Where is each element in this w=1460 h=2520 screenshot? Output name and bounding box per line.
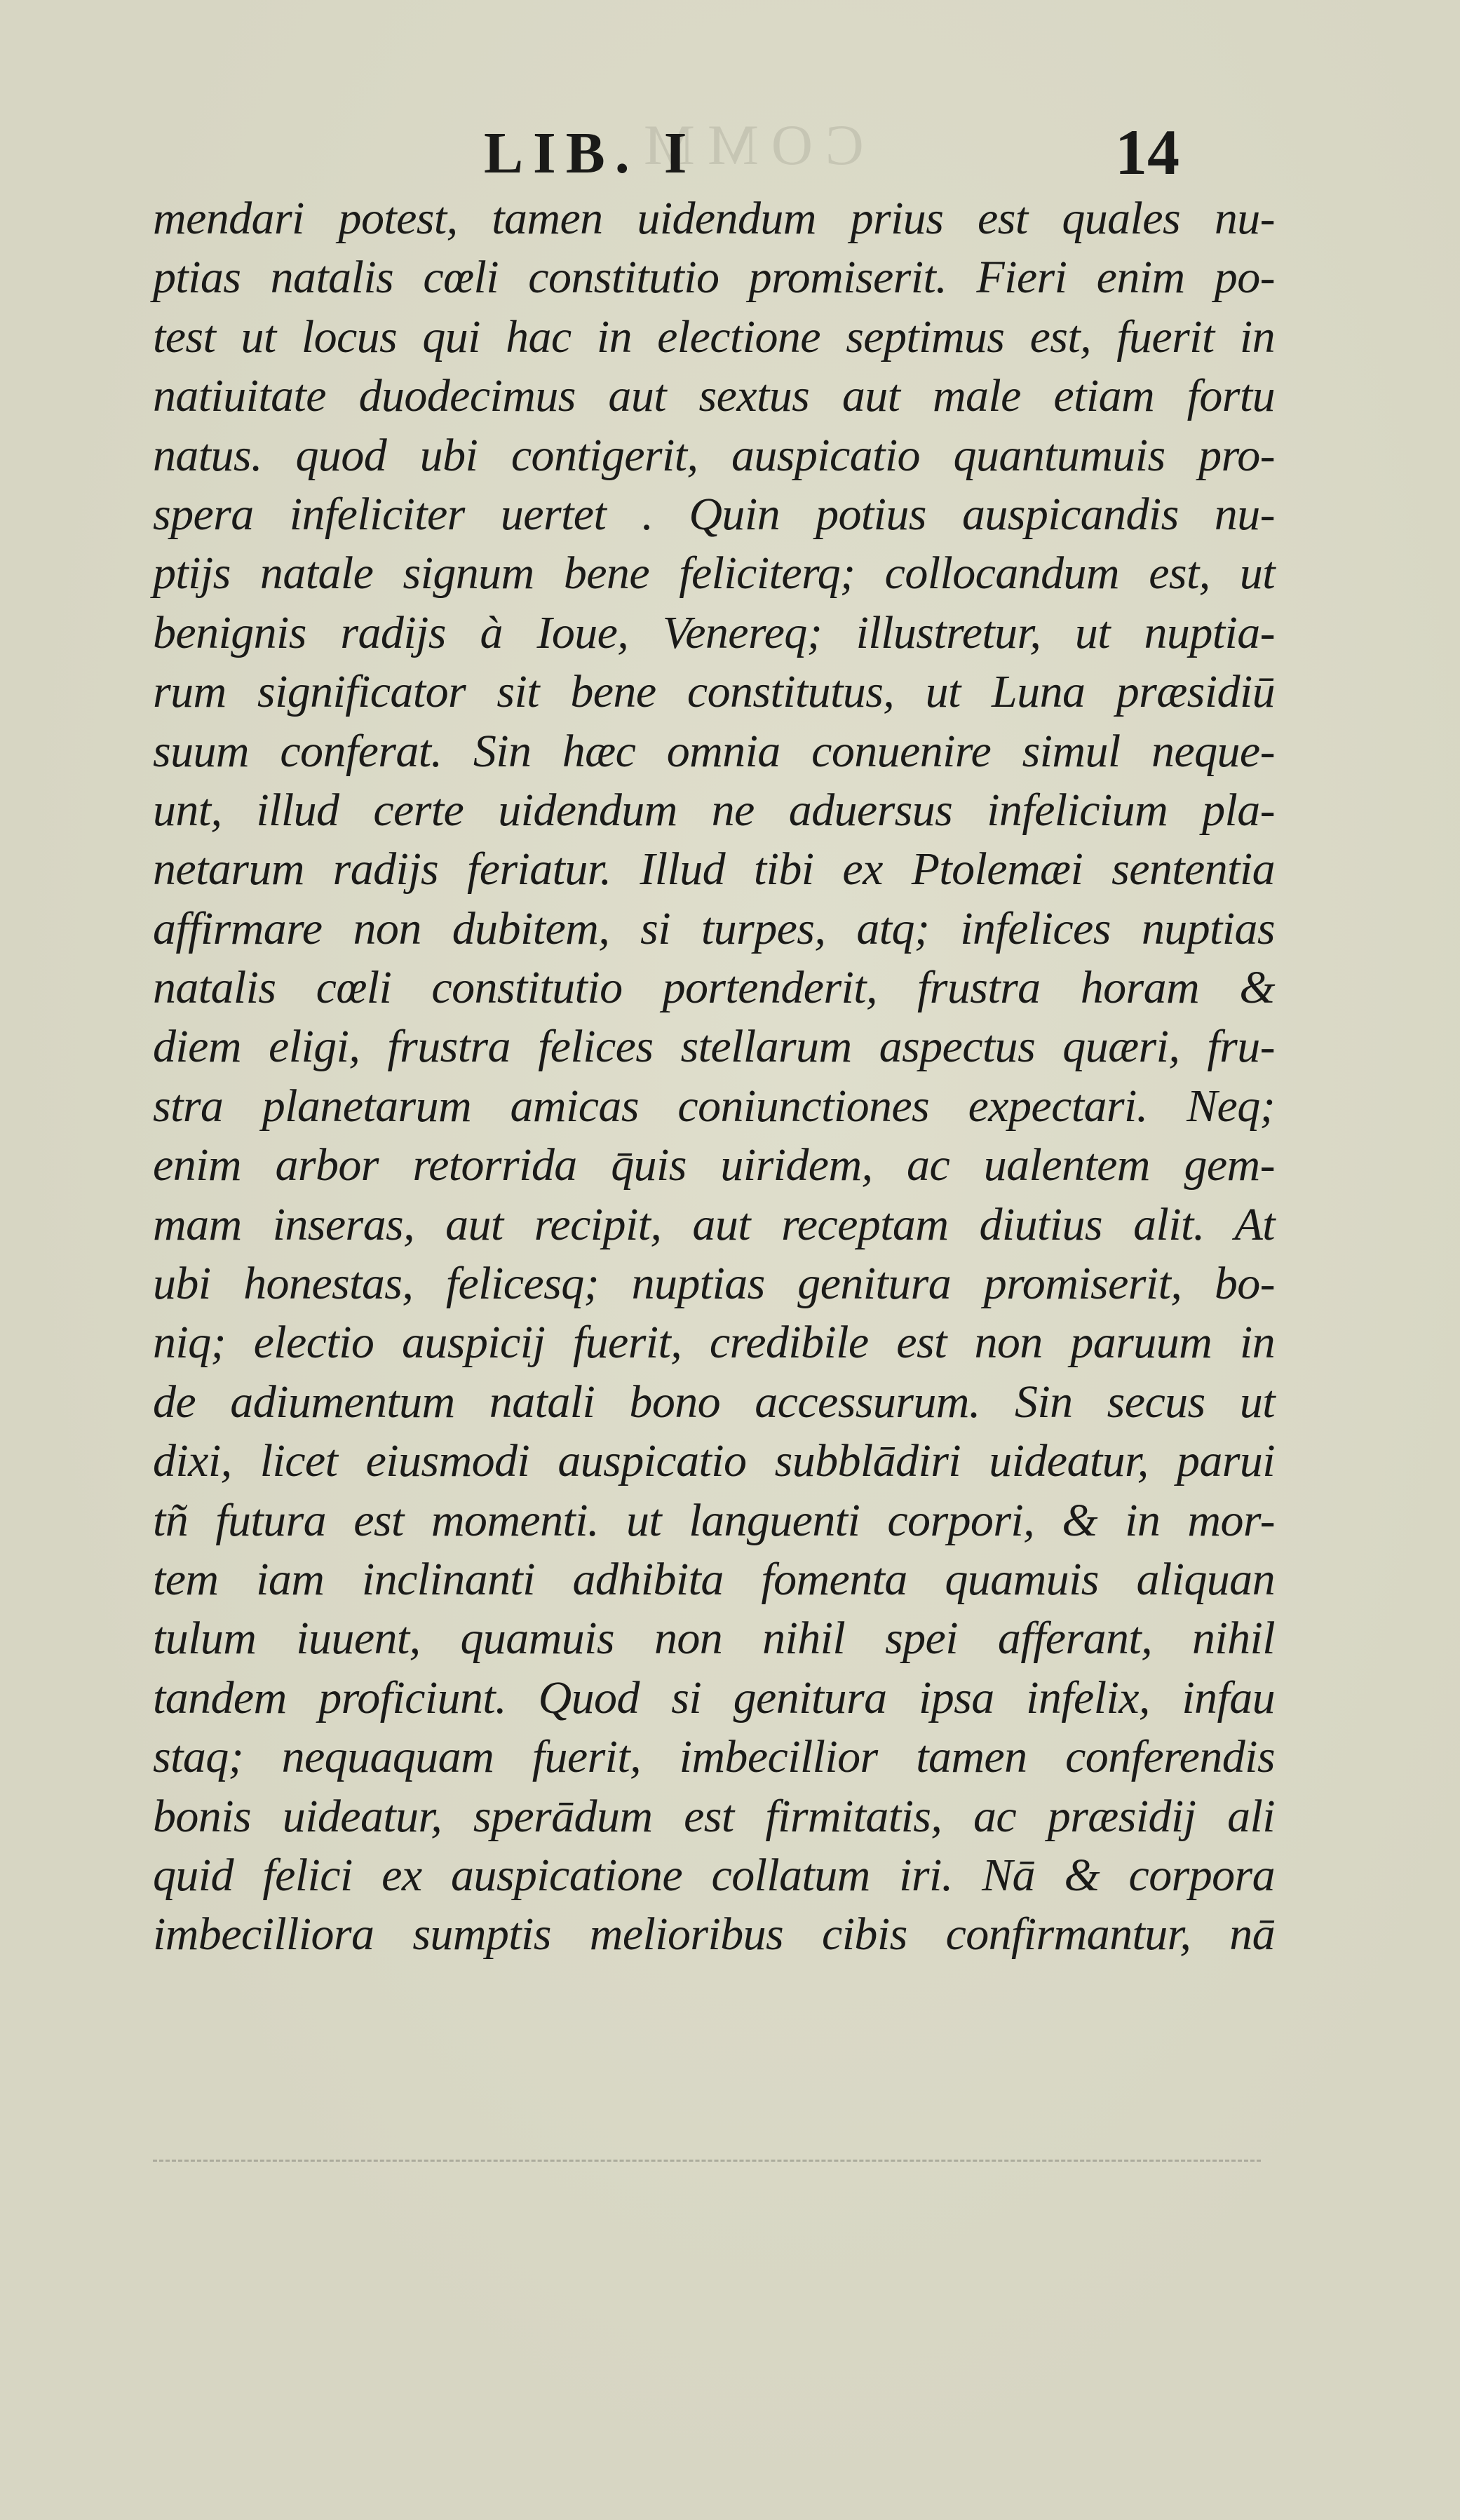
text-line: imbecilliora sumptis melioribus cibis confirmantur, nā <box>153 1909 1275 1960</box>
text-line: test ut locus qui hac in electione septimus est, fuerit in <box>153 311 1275 363</box>
running-head: LIB. I <box>484 121 697 186</box>
page-number: 14 <box>1115 116 1180 188</box>
show-through-text: COMM <box>631 113 864 177</box>
text-line: enim arbor retorrida q̄uis uiridem, ac ualentem gem- <box>153 1139 1275 1191</box>
text-line: de adiumentum natali bono accessurum. Sin secus ut <box>153 1376 1275 1428</box>
text-line: affirmare non dubitem, si turpes, atq; infelices nuptias <box>153 902 1275 954</box>
text-line: mam inseras, aut recipit, aut receptam diutius alit. At <box>153 1198 1275 1250</box>
text-line: tandem proficiunt. Quod si genitura ipsa infelix, infau <box>153 1672 1275 1723</box>
text-line: dixi, licet eiusmodi auspicatio subblādiri uideatur, parui <box>153 1435 1275 1487</box>
text-line: tñ futura est momenti. ut languenti corpori, & in mor- <box>153 1494 1275 1546</box>
text-line: spera infeliciter uertet . Quin potius auspicandis nu- <box>153 488 1275 540</box>
text-line: bonis uideatur, sperādum est firmitatis, ac præsidij ali <box>153 1790 1275 1842</box>
text-line: staq; nequaquam fuerit, imbecillior tamen conferendis <box>153 1731 1275 1783</box>
page-header <box>0 116 1460 196</box>
text-line: benignis radijs à Ioue, Venereq; illustretur, ut nuptia- <box>153 607 1275 658</box>
text-line: netarum radijs feriatur. Illud tibi ex Ptolemæi sententia <box>153 844 1275 895</box>
text-line: tem iam inclinanti adhibita fomenta quamuis aliquan <box>153 1553 1275 1605</box>
text-line: ptias natalis cœli constitutio promiserit. Fieri enim po- <box>153 252 1275 304</box>
text-line: mendari potest, tamen uidendum prius est quales nu- <box>153 193 1275 244</box>
text-line: niq; electio auspicij fuerit, credibile est non paruum in <box>153 1317 1275 1369</box>
text-line: natus. quod ubi contigerit, auspicatio quantumuis pro- <box>153 429 1275 481</box>
body-text <box>153 189 1275 1965</box>
text-line: natalis cœli constitutio portenderit, frustra horam & <box>153 962 1275 1014</box>
text-line: ubi honestas, felicesq; nuptias genitura promiserit, bo- <box>153 1258 1275 1310</box>
text-line: suum conferat. Sin hæc omnia conuenire simul neque- <box>153 725 1275 777</box>
text-line: stra planetarum amicas coniunctiones expectari. Neq; <box>153 1080 1275 1132</box>
text-line: diem eligi, frustra felices stellarum aspectus quæri, fru- <box>153 1021 1275 1073</box>
text-line: unt, illud certe uidendum ne aduersus infelicium pla- <box>153 784 1275 836</box>
text-line: quid felici ex auspicatione collatum iri. Nā & corpora <box>153 1849 1275 1901</box>
text-line: tulum iuuent, quamuis non nihil spei afferant, nihil <box>153 1613 1275 1665</box>
text-bottom-rule <box>153 2160 1261 2162</box>
text-line: ptijs natale signum bene feliciterq; collocandum est, ut <box>153 548 1275 599</box>
text-line: rum significator sit bene constitutus, ut Luna præsidiū <box>153 666 1275 718</box>
text-line: natiuitate duodecimus aut sextus aut male etiam fortu <box>153 370 1275 422</box>
